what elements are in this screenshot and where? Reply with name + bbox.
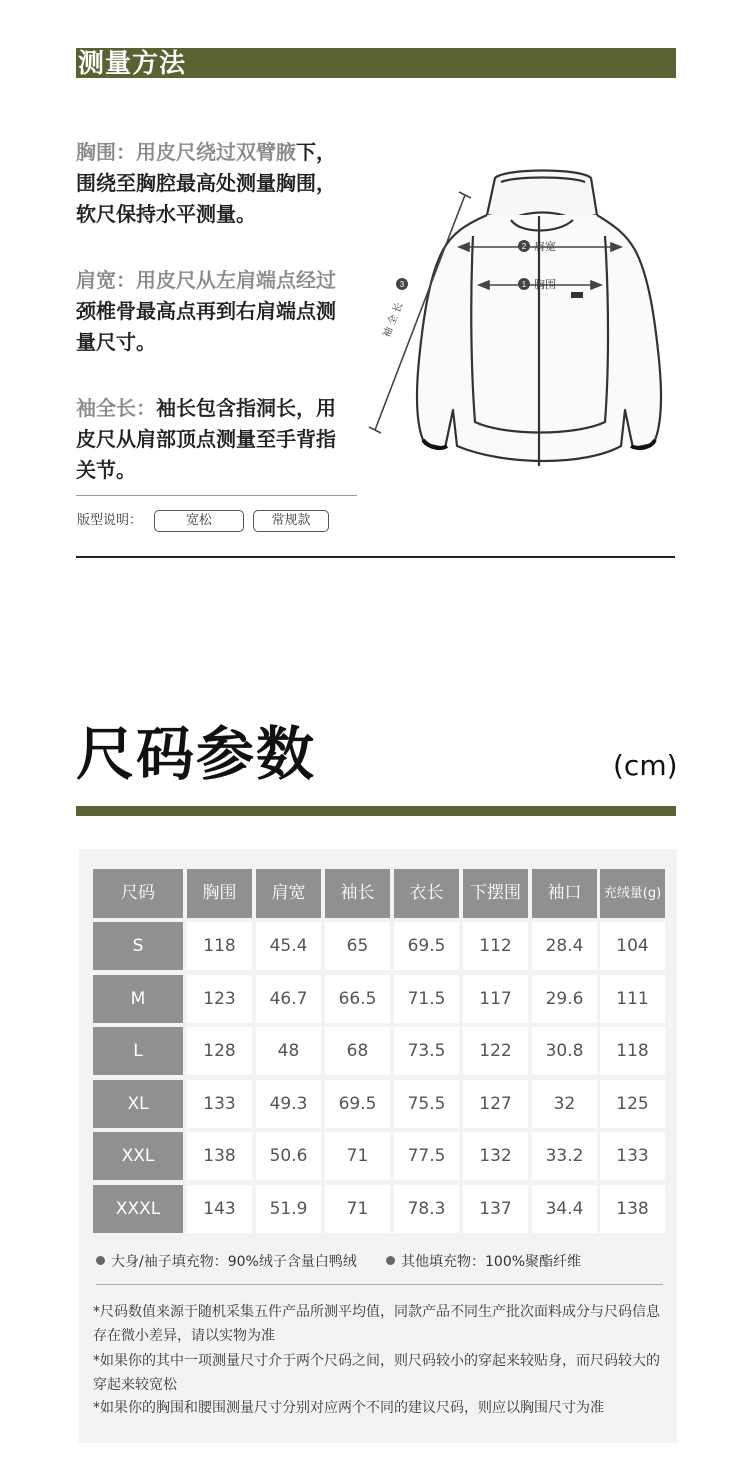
- table-cell: 65: [325, 922, 390, 970]
- table-header-cell: 胸围: [187, 869, 252, 918]
- table-cell: 111: [600, 975, 665, 1023]
- table-header-cell: 袖长: [325, 869, 390, 918]
- method-title: 测量方法: [78, 49, 187, 79]
- table-cell: 123: [187, 975, 252, 1023]
- table-cell: 77.5: [394, 1132, 459, 1180]
- table-cell: 132: [463, 1132, 528, 1180]
- divider: [76, 495, 357, 496]
- section-divider: [76, 556, 675, 558]
- table-cell: 33.2: [532, 1132, 597, 1180]
- shoulder-marker-number: 2: [521, 242, 527, 251]
- jacket-diagram: [355, 160, 675, 480]
- size-chart-unit: (cm): [613, 749, 678, 782]
- fit-tag-regular: 常规款: [253, 510, 329, 532]
- table-cell: 34.4: [532, 1185, 597, 1233]
- bullet-icon: [386, 1256, 395, 1265]
- table-cell: 133: [600, 1132, 665, 1180]
- table-cell: 122: [463, 1027, 528, 1075]
- table-cell: 32: [532, 1080, 597, 1128]
- table-cell: 117: [463, 975, 528, 1023]
- note-average: *尺码数值来源于随机采集五件产品所测平均值，同款产品不同生产批次面料成分与尺码信息存在微小差异，请以实物为准: [93, 1304, 660, 1344]
- table-cell: 50.6: [256, 1132, 321, 1180]
- table-cell: 71: [325, 1185, 390, 1233]
- note-chest-priority: *如果你的胸围和腰围测量尺寸分别对应两个不同的建议尺码，则应以胸围尺寸为准: [93, 1400, 604, 1416]
- notes-divider: [96, 1284, 663, 1285]
- table-cell: 49.3: [256, 1080, 321, 1128]
- table-size-cell: L: [93, 1027, 183, 1075]
- table-size-cell: S: [93, 922, 183, 970]
- table-header-cell: 肩宽: [256, 869, 321, 918]
- table-size-cell: XXL: [93, 1132, 183, 1180]
- filling-note-other-text: 其他填充物：100%聚酯纤维: [401, 1254, 582, 1270]
- table-header-cell: 衣长: [394, 869, 459, 918]
- table-cell: 28.4: [532, 922, 597, 970]
- table-cell: 125: [600, 1080, 665, 1128]
- table-cell: 138: [600, 1185, 665, 1233]
- chest-diagram-label: 胸围: [534, 278, 556, 291]
- table-cell: 29.6: [532, 975, 597, 1023]
- sleeve-text: 袖长包含指洞长，用皮尺从肩部顶点测量至手背指关节。: [76, 396, 336, 482]
- table-cell: 68: [325, 1027, 390, 1075]
- shoulder-diagram-label: 肩宽: [534, 240, 556, 253]
- table-cell: 51.9: [256, 1185, 321, 1233]
- table-cell: 118: [600, 1027, 665, 1075]
- table-header-cell: 充绒量(g): [600, 869, 665, 918]
- sleeve-diagram-label: 袖 全 长: [381, 301, 406, 340]
- sleeve-marker-number: 3: [399, 280, 405, 289]
- chest-text-grey: 用皮尺绕过双臂腋: [136, 140, 296, 164]
- table-cell: 46.7: [256, 975, 321, 1023]
- table-cell: 78.3: [394, 1185, 459, 1233]
- logo-patch: [571, 292, 583, 298]
- size-chart-title: 尺码参数: [76, 720, 317, 788]
- size-title-bar: [76, 806, 676, 816]
- table-size-cell: XXXL: [93, 1185, 183, 1233]
- shoulder-text: 颈椎骨最高点再到右肩端点测量尺寸。: [76, 299, 336, 354]
- table-cell: 30.8: [532, 1027, 597, 1075]
- table-cell: 138: [187, 1132, 252, 1180]
- chest-description: [76, 137, 346, 230]
- table-cell: 75.5: [394, 1080, 459, 1128]
- table-cell: 48: [256, 1027, 321, 1075]
- chest-label: 胸围：: [76, 140, 136, 164]
- table-size-cell: M: [93, 975, 183, 1023]
- sleeve-description: [76, 393, 346, 486]
- note-between-sizes: *如果你的其中一项测量尺寸介于两个尺码之间，则尺码较小的穿起来较贴身，而尺码较大的穿起来较宽松: [93, 1353, 660, 1393]
- table-cell: 118: [187, 922, 252, 970]
- table-cell: 143: [187, 1185, 252, 1233]
- table-header-cell: 尺码: [93, 869, 183, 918]
- table-cell: 127: [463, 1080, 528, 1128]
- fit-tag-loose: 宽松: [154, 510, 244, 532]
- chest-marker-number: 1: [521, 280, 527, 289]
- table-cell: 71: [325, 1132, 390, 1180]
- table-header-cell: 袖口: [532, 869, 597, 918]
- table-cell: 69.5: [394, 922, 459, 970]
- shoulder-text-grey: 用皮尺从左肩端点经过: [136, 268, 336, 292]
- filling-note-body-text: 大身/袖子填充物：90%绒子含量白鸭绒: [111, 1254, 357, 1270]
- table-cell: 73.5: [394, 1027, 459, 1075]
- chest-text: 下，围绕至胸腔最高处测量胸围，软尺保持水平测量。: [76, 140, 336, 226]
- table-header-cell: 下摆围: [463, 869, 528, 918]
- table-cell: 128: [187, 1027, 252, 1075]
- fit-label: 版型说明：: [77, 513, 143, 528]
- table-cell: 133: [187, 1080, 252, 1128]
- method-title-bar: [76, 48, 676, 78]
- shoulder-label: 肩宽：: [76, 268, 136, 292]
- sleeve-label: 袖全长：: [76, 396, 156, 420]
- table-cell: 66.5: [325, 975, 390, 1023]
- bullet-icon: [96, 1256, 105, 1265]
- table-size-cell: XL: [93, 1080, 183, 1128]
- shoulder-description: [76, 265, 346, 358]
- table-cell: 45.4: [256, 922, 321, 970]
- table-cell: 137: [463, 1185, 528, 1233]
- table-cell: 69.5: [325, 1080, 390, 1128]
- filling-note-body: [96, 1252, 357, 1272]
- table-cell: 71.5: [394, 975, 459, 1023]
- filling-note-other: [386, 1252, 581, 1272]
- table-cell: 104: [600, 922, 665, 970]
- table-cell: 112: [463, 922, 528, 970]
